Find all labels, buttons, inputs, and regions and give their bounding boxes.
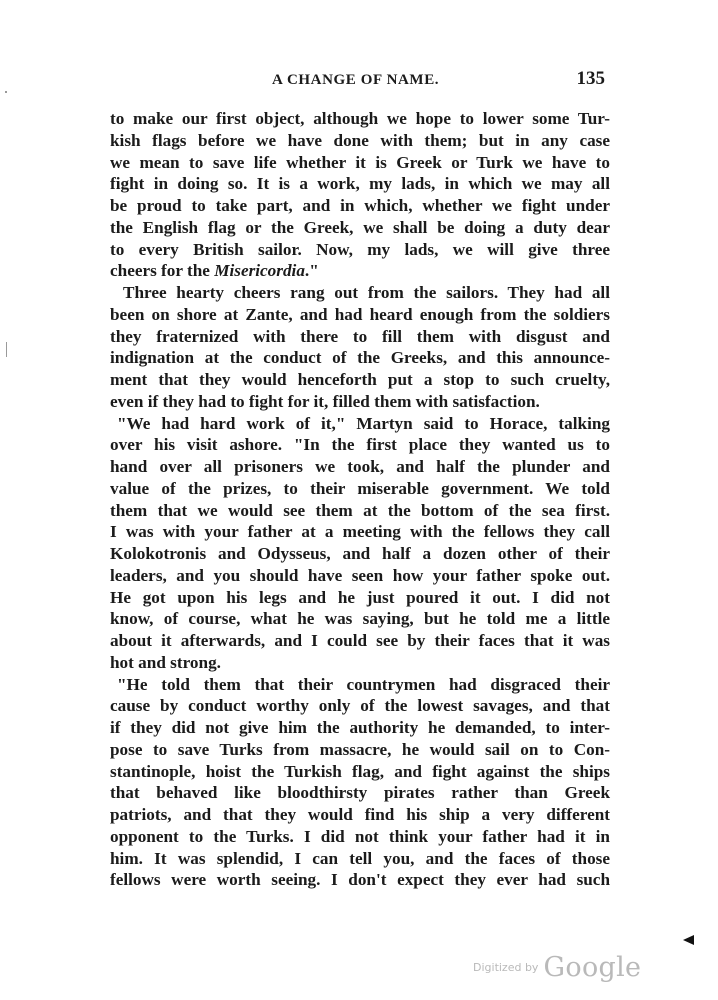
text-line: be proud to take part, and in which, whether we fight under xyxy=(110,196,610,215)
text-line: even if they had to fight for it, filled them with satisfaction. xyxy=(110,391,540,411)
text-line: ment that they would henceforth put a stop to such cruelty, xyxy=(110,370,610,389)
text-line: to make our first object, although we hope to lower some Tur- xyxy=(110,109,610,128)
text-line: fight in doing so. It is a work, my lads, in which we may all xyxy=(110,174,610,194)
text-line: him. It was splendid, I can tell you, and the faces of those xyxy=(110,848,610,868)
text-line: about it afterwards, and I could see by their faces that it was xyxy=(110,631,610,650)
text-line: pose to save Turks from massacre, he would sail on to Con- xyxy=(110,739,610,759)
watermark-digitized-text: Digitized by xyxy=(473,961,539,974)
text-line: kish flags before we have done with them; but in any case xyxy=(110,130,610,150)
text-line: they fraternized with there to fill them with disgust and xyxy=(110,326,610,346)
text-line: cause by conduct worthy only of the lowest savages, and that xyxy=(110,696,610,716)
text-line: leaders, and you should have seen how your father spoke out. xyxy=(110,565,610,585)
text-line: know, of course, what he was saying, but he told me a little xyxy=(110,609,610,629)
watermark-brand-text: Google xyxy=(543,952,642,983)
text-line: Kolokotronis and Odysseus, and half a dozen other of their xyxy=(110,544,610,563)
text-line: hot and strong. xyxy=(110,652,221,672)
text-line: we mean to save life whether it is Greek or Turk we have to xyxy=(110,152,610,172)
margin-mark xyxy=(6,342,7,357)
text-line: indignation at the conduct of the Greeks, and this announce- xyxy=(110,348,610,368)
text-line: fellows were worth seeing. I don't expect they ever had such xyxy=(110,870,610,890)
running-title: A CHANGE OF NAME. xyxy=(272,72,440,88)
margin-dot xyxy=(5,91,7,93)
text-line: "We had hard work of it," Martyn said to Horace, talking xyxy=(117,413,610,433)
ship-name-italic: Misericordia xyxy=(214,261,305,281)
page-end-mark xyxy=(683,935,694,945)
page-number: 135 xyxy=(576,68,605,89)
text-line: Three hearty cheers rang out from the sailors. They had all xyxy=(123,283,610,302)
text-line: them that we would see them at the bottom of the sea first. xyxy=(110,500,610,520)
text-line: stantinople, hoist the Turkish flag, and fight against the ships xyxy=(110,761,610,781)
text-line: that behaved like bloodthirsty pirates rather than Greek xyxy=(110,783,610,803)
text-line: patriots, and that they would find his ship a very different xyxy=(110,805,610,824)
text-line: to every British sailor. Now, my lads, we will give three xyxy=(110,239,610,259)
text-line: He got upon his legs and he just poured it out. I did not xyxy=(110,587,610,607)
text-line: value of the prizes, to their miserable government. We told xyxy=(110,478,610,498)
text-line: I was with your father at a meeting with the fellows they call xyxy=(110,522,610,542)
text-line: been on shore at Zante, and had heard enough from the soldiers xyxy=(110,304,610,324)
text-line: over his visit ashore. "In the first place they wanted us to xyxy=(110,435,610,455)
body-text xyxy=(110,108,610,891)
text-line: hand over all prisoners we took, and half the plunder and xyxy=(110,457,610,476)
text-line: "He told them that their countrymen had disgraced their xyxy=(117,674,610,694)
digitized-watermark xyxy=(473,952,641,983)
running-head xyxy=(110,68,605,94)
text-line: opponent to the Turks. I did not think your father had it in xyxy=(110,826,610,846)
text-line: the English flag or the Greek, we shall be doing a duty dear xyxy=(110,217,610,237)
text-line: cheers for the Misericordia." xyxy=(110,261,319,281)
text-line: if they did not give him the authority he demanded, to inter- xyxy=(110,718,610,737)
